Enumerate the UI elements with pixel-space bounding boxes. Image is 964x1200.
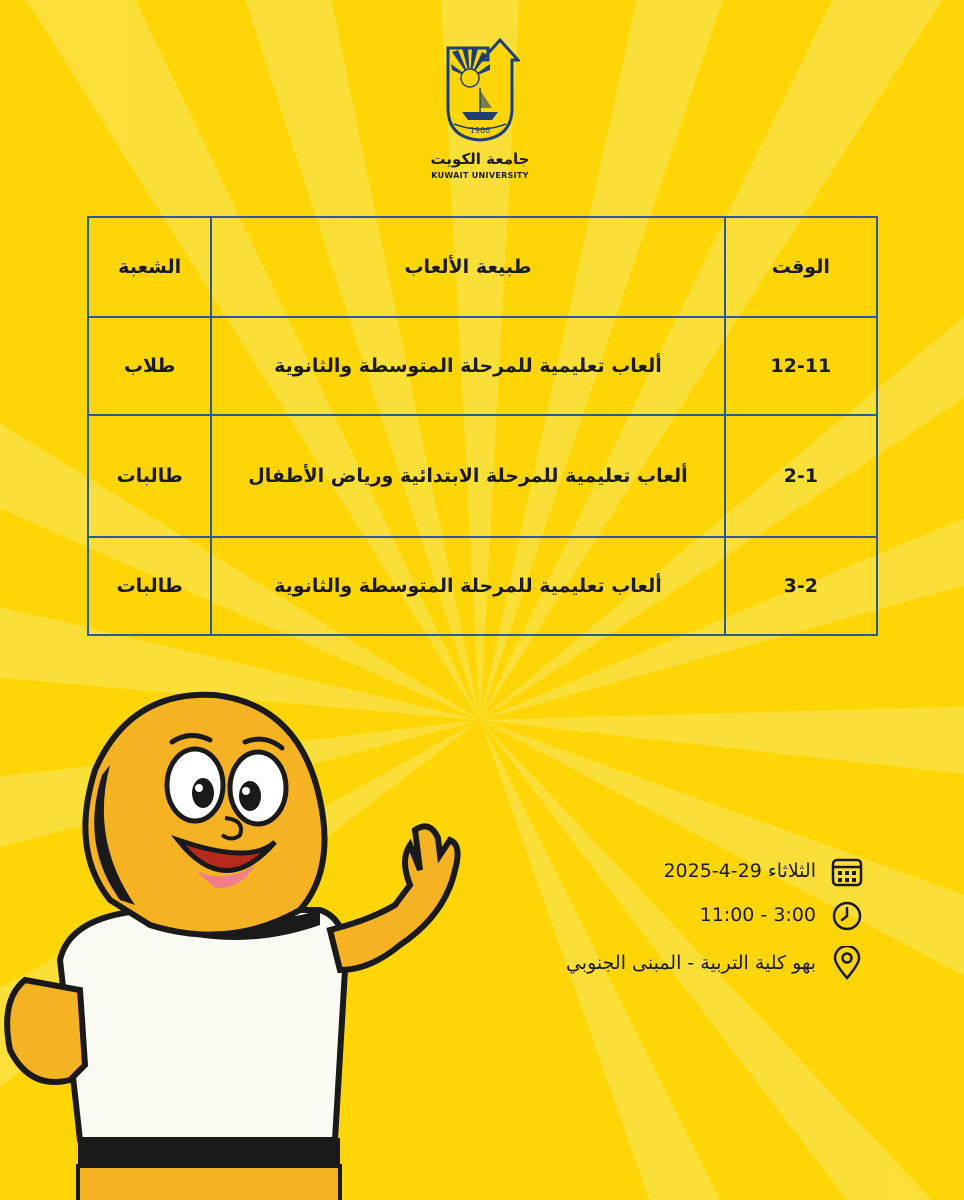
row-section: طالبات — [88, 537, 211, 635]
logo-name-arabic: جامعة الكويت — [430, 150, 530, 168]
clock-icon — [831, 900, 863, 932]
row-section: طلاب — [88, 317, 211, 415]
table-row — [88, 415, 877, 537]
row-section: طالبات — [88, 415, 211, 537]
row-game-type: ألعاب تعليمية للمرحلة المتوسطة والثانوية — [211, 537, 724, 635]
row-game-type: ألعاب تعليمية للمرحلة الابتدائية ورياض الأطفال — [211, 415, 724, 537]
row-time: 2-1 — [725, 415, 877, 537]
event-time: 3:00 - 11:00 — [699, 904, 816, 926]
header-time: الوقت — [725, 217, 877, 317]
table-row — [88, 537, 877, 635]
university-emblem-icon — [440, 38, 520, 148]
row-time: 3-2 — [725, 537, 877, 635]
table-row — [88, 317, 877, 415]
header-game-type: طبيعة الألعاب — [211, 217, 724, 317]
row-game-type: ألعاب تعليمية للمرحلة المتوسطة والثانوية — [211, 317, 724, 415]
header-section: الشعبة — [88, 217, 211, 317]
location-pin-icon — [831, 946, 863, 980]
event-location: بهو كلية التربية - المبنى الجنوبي — [565, 952, 816, 974]
calendar-icon — [831, 856, 863, 888]
games-schedule-table — [87, 216, 878, 636]
svg-text:1966: 1966 — [469, 126, 491, 135]
event-date: الثلاثاء 29-4-2025 — [663, 860, 816, 882]
table-header-row — [88, 217, 877, 317]
logo-name-english: KUWAIT UNIVERSITY — [431, 171, 529, 180]
bee-mascot — [0, 670, 470, 1200]
row-time: 12-11 — [725, 317, 877, 415]
